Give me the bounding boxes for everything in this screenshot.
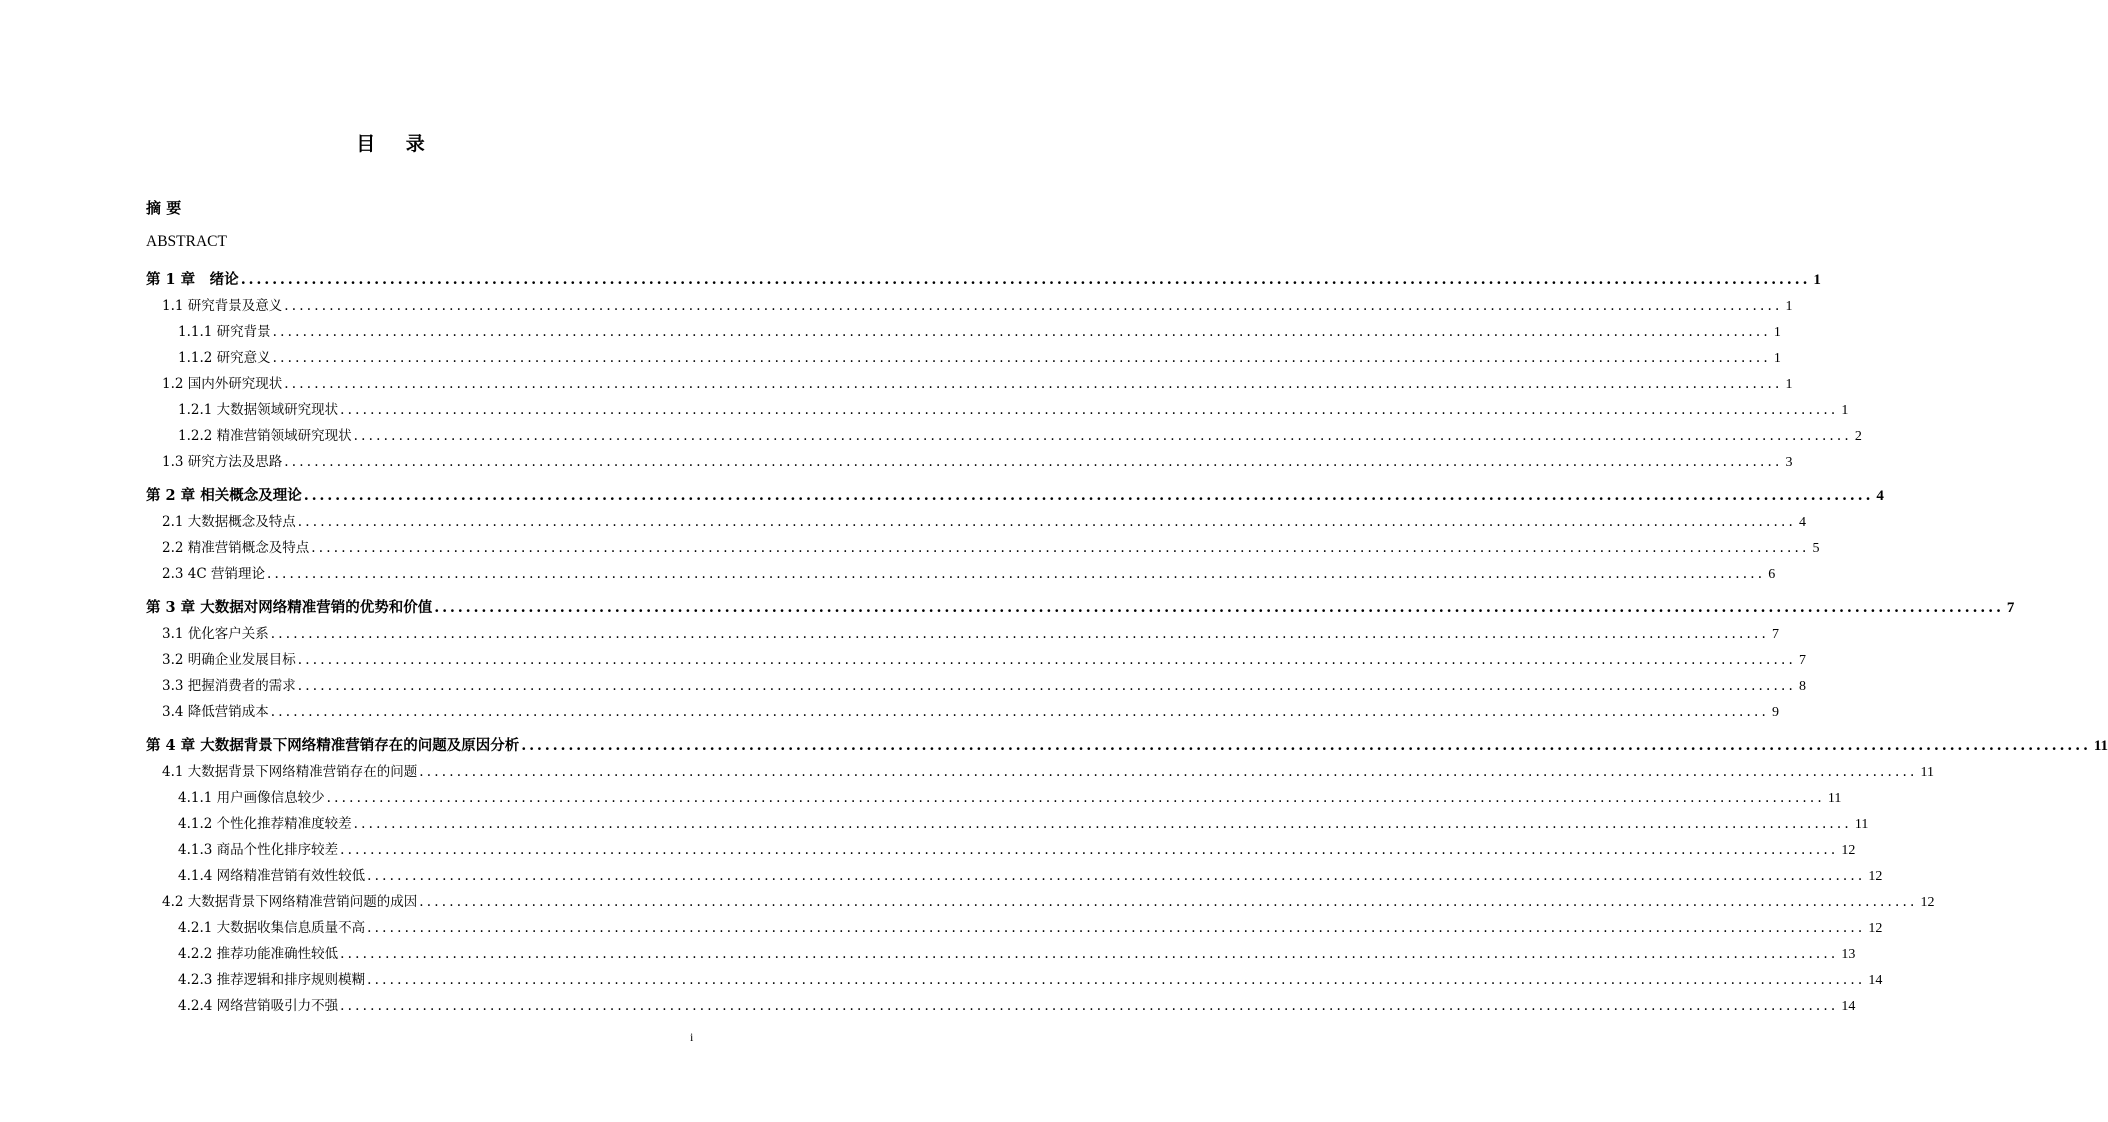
toc-section-entry[interactable] bbox=[162, 891, 1935, 913]
toc-leader-dots: ........................................................................................................................................................................................................ bbox=[340, 946, 1839, 962]
toc-leader-dots: ........................................................................................................................................................................................................ bbox=[297, 514, 1797, 530]
toc-leader-dots: ........................................................................................................................................................................................................ bbox=[353, 428, 1852, 444]
toc-title: 目 录 bbox=[356, 133, 437, 155]
toc-entry-page: 1 bbox=[1785, 299, 1793, 314]
toc-entry-label: 2.3 4C 营销理论 bbox=[162, 566, 265, 582]
toc-entry-page: 12 bbox=[1868, 869, 1883, 884]
toc-entry-page: 7 bbox=[2006, 600, 2015, 616]
toc-leader-dots: ........................................................................................................................................................................................................ bbox=[272, 324, 1771, 340]
toc-entry-page: 1 bbox=[1785, 377, 1793, 392]
toc-entry-label: 2.2 精准营销概念及特点 bbox=[162, 540, 310, 556]
toc-entry-page: 1 bbox=[1841, 403, 1849, 418]
toc-section-entry[interactable] bbox=[162, 451, 1793, 473]
toc-section-entry[interactable] bbox=[178, 787, 1842, 809]
toc-entry-page: 4 bbox=[1876, 488, 1884, 504]
toc-section-entry[interactable] bbox=[178, 865, 1883, 887]
toc-section-entry[interactable] bbox=[178, 943, 1856, 965]
toc-section-entry[interactable] bbox=[162, 701, 1780, 723]
toc-chapter-entry[interactable] bbox=[146, 485, 1884, 507]
toc-entry-page: 1 bbox=[1773, 351, 1781, 366]
toc-entry-label: 第 3 章 大数据对网络精准营销的优势和价值 bbox=[146, 599, 433, 616]
toc-entry-page: 11 bbox=[1827, 791, 1842, 806]
toc-section-entry[interactable] bbox=[178, 839, 1856, 861]
toc-leader-dots: ........................................................................................................................................................................................................ bbox=[272, 350, 1771, 366]
toc-leader-dots: ........................................................................................................................................................................................................ bbox=[419, 894, 1918, 910]
toc-section-entry[interactable] bbox=[162, 537, 1820, 559]
toc-entry-label: 第 2 章 相关概念及理论 bbox=[146, 487, 302, 504]
toc-section-entry[interactable] bbox=[178, 321, 1781, 343]
toc-leader-dots: ........................................................................................................................................................................................................ bbox=[240, 271, 1811, 288]
toc-chapter-entry[interactable] bbox=[146, 597, 2015, 619]
toc-entry-page: 7 bbox=[1799, 653, 1807, 668]
toc-entry-page: 9 bbox=[1772, 705, 1780, 720]
toc-leader-dots: ........................................................................................................................................................................................................ bbox=[270, 626, 1770, 642]
toc-entry-page: 7 bbox=[1772, 627, 1780, 642]
toc-section-entry[interactable] bbox=[178, 995, 1856, 1017]
toc-section-entry[interactable] bbox=[162, 511, 1807, 533]
toc-section-entry[interactable] bbox=[178, 425, 1862, 447]
toc-leader-dots: ........................................................................................................................................................................................................ bbox=[311, 540, 1810, 556]
abstract-cn-heading[interactable]: 摘 要 bbox=[146, 199, 182, 217]
toc-entry-label: 4.2.4 网络营销吸引力不强 bbox=[178, 998, 339, 1014]
toc-leader-dots: ........................................................................................................................................................................................................ bbox=[326, 790, 1825, 806]
toc-entry-label: 3.1 优化客户关系 bbox=[162, 626, 269, 642]
toc-entry-page: 14 bbox=[1868, 973, 1883, 988]
toc-leader-dots: ........................................................................................................................................................................................................ bbox=[340, 998, 1839, 1014]
toc-leader-dots: ........................................................................................................................................................................................................ bbox=[303, 487, 1874, 504]
abstract-en-heading[interactable]: ABSTRACT bbox=[146, 233, 227, 250]
toc-entry-label: 1.2 国内外研究现状 bbox=[162, 376, 283, 392]
toc-leader-dots: ........................................................................................................................................................................................................ bbox=[297, 678, 1797, 694]
toc-entry-label: 4.1.3 商品个性化排序较差 bbox=[178, 842, 339, 858]
toc-leader-dots: ........................................................................................................................................................................................................ bbox=[284, 298, 1783, 314]
toc-entry-page: 11 bbox=[2093, 738, 2108, 754]
toc-chapter-entry[interactable] bbox=[146, 269, 1821, 291]
toc-section-entry[interactable] bbox=[178, 917, 1883, 939]
toc-leader-dots: ........................................................................................................................................................................................................ bbox=[367, 920, 1866, 936]
toc-entry-label: 2.1 大数据概念及特点 bbox=[162, 514, 296, 530]
toc-section-entry[interactable] bbox=[178, 969, 1883, 991]
toc-leader-dots: ........................................................................................................................................................................................................ bbox=[284, 454, 1783, 470]
toc-entry-page: 8 bbox=[1799, 679, 1807, 694]
toc-leader-dots: ........................................................................................................................................................................................................ bbox=[367, 868, 1866, 884]
toc-entry-page: 3 bbox=[1785, 455, 1793, 470]
toc-section-entry[interactable] bbox=[178, 813, 1869, 835]
toc-entry-label: 第 4 章 大数据背景下网络精准营销存在的问题及原因分析 bbox=[146, 737, 520, 754]
toc-entry-label: 4.2 大数据背景下网络精准营销问题的成因 bbox=[162, 894, 418, 910]
toc-section-entry[interactable] bbox=[162, 373, 1793, 395]
toc-leader-dots: ........................................................................................................................................................................................................ bbox=[521, 737, 2091, 754]
toc-section-entry[interactable] bbox=[162, 623, 1780, 645]
toc-leader-dots: ........................................................................................................................................................................................................ bbox=[340, 842, 1839, 858]
toc-leader-dots: ........................................................................................................................................................................................................ bbox=[284, 376, 1783, 392]
toc-leader-dots: ........................................................................................................................................................................................................ bbox=[419, 764, 1918, 780]
toc-entry-label: 1.1.1 研究背景 bbox=[178, 324, 271, 340]
toc-section-entry[interactable] bbox=[162, 675, 1807, 697]
toc-section-entry[interactable] bbox=[162, 563, 1776, 585]
toc-leader-dots: ........................................................................................................................................................................................................ bbox=[367, 972, 1866, 988]
toc-section-entry[interactable] bbox=[162, 761, 1935, 783]
toc-leader-dots: ........................................................................................................................................................................................................ bbox=[434, 599, 2004, 616]
toc-leader-dots: ........................................................................................................................................................................................................ bbox=[340, 402, 1839, 418]
toc-entry-label: 3.3 把握消费者的需求 bbox=[162, 678, 296, 694]
toc-chapter-entry[interactable] bbox=[146, 735, 2108, 757]
toc-entry-page: 1 bbox=[1773, 325, 1781, 340]
toc-entry-label: 3.2 明确企业发展目标 bbox=[162, 652, 296, 668]
toc-entry-label: 4.2.2 推荐功能准确性较低 bbox=[178, 946, 339, 962]
toc-entry-label: 4.1.4 网络精准营销有效性较低 bbox=[178, 868, 366, 884]
toc-entry-label: 1.1.2 研究意义 bbox=[178, 350, 271, 366]
toc-entry-label: 第 1 章 绪论 bbox=[146, 271, 239, 288]
toc-entry-label: 1.1 研究背景及意义 bbox=[162, 298, 283, 314]
toc-entry-page: 11 bbox=[1920, 765, 1935, 780]
toc-entry-label: 4.2.1 大数据收集信息质量不高 bbox=[178, 920, 366, 936]
toc-section-entry[interactable] bbox=[178, 347, 1781, 369]
toc-entry-label: 1.2.1 大数据领域研究现状 bbox=[178, 402, 339, 418]
toc-leader-dots: ........................................................................................................................................................................................................ bbox=[353, 816, 1852, 832]
toc-entry-page: 12 bbox=[1841, 843, 1856, 858]
toc-entry-page: 12 bbox=[1920, 895, 1935, 910]
toc-entry-page: 6 bbox=[1768, 567, 1776, 582]
toc-entry-page: 12 bbox=[1868, 921, 1883, 936]
toc-leader-dots: ........................................................................................................................................................................................................ bbox=[266, 566, 1766, 582]
toc-entry-page: 4 bbox=[1799, 515, 1807, 530]
toc-leader-dots: ........................................................................................................................................................................................................ bbox=[270, 704, 1770, 720]
toc-entry-label: 4.1 大数据背景下网络精准营销存在的问题 bbox=[162, 764, 418, 780]
page-number: i bbox=[690, 1030, 694, 1044]
toc-entry-page: 2 bbox=[1854, 429, 1862, 444]
toc-entry-page: 1 bbox=[1813, 272, 1821, 288]
toc-entry-label: 1.2.2 精准营销领域研究现状 bbox=[178, 428, 352, 444]
toc-entry-page: 11 bbox=[1854, 817, 1869, 832]
toc-entry-label: 4.1.2 个性化推荐精准度较差 bbox=[178, 816, 352, 832]
toc-section-entry[interactable] bbox=[178, 399, 1849, 421]
toc-section-entry[interactable] bbox=[162, 649, 1807, 671]
toc-entry-label: 4.2.3 推荐逻辑和排序规则模糊 bbox=[178, 972, 366, 988]
toc-entry-page: 13 bbox=[1841, 947, 1856, 962]
toc-entry-page: 5 bbox=[1812, 541, 1820, 556]
toc-entry-label: 4.1.1 用户画像信息较少 bbox=[178, 790, 325, 806]
toc-entry-label: 3.4 降低营销成本 bbox=[162, 704, 269, 720]
toc-entry-page: 14 bbox=[1841, 999, 1856, 1014]
toc-section-entry[interactable] bbox=[162, 295, 1793, 317]
toc-leader-dots: ........................................................................................................................................................................................................ bbox=[297, 652, 1797, 668]
toc-entry-label: 1.3 研究方法及思路 bbox=[162, 454, 283, 470]
